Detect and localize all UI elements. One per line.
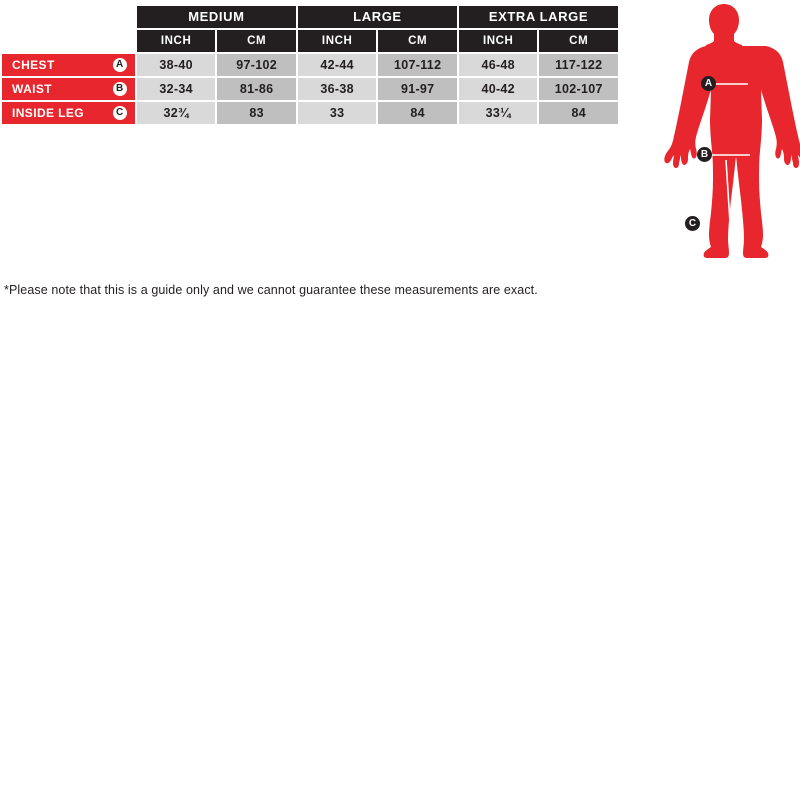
size-chart	[0, 4, 620, 126]
size-header-extra-large: EXTRA LARGE	[459, 6, 618, 28]
cell-chest-xl-inch: 46-48	[459, 54, 538, 76]
letter-badge-c: C	[113, 106, 127, 120]
cell-waist-xl-inch: 40-42	[459, 78, 538, 100]
cell-inside-leg-large-inch: 33	[298, 102, 377, 124]
footnote-text: *Please note that this is a guide only and we cannot guarantee these measurements are exact.	[4, 283, 538, 297]
letter-badge-b: B	[113, 82, 127, 96]
marker-b: B	[697, 147, 712, 162]
cell-waist-xl-cm: 102-107	[539, 78, 618, 100]
cell-waist-large-cm: 91-97	[378, 78, 457, 100]
cell-inside-leg-xl-cm: 84	[539, 102, 618, 124]
marker-a: A	[701, 76, 716, 91]
marker-c: C	[685, 216, 700, 231]
row-label-chest	[2, 54, 135, 76]
cell-chest-medium-cm: 97-102	[217, 54, 296, 76]
cell-waist-medium-cm: 81-86	[217, 78, 296, 100]
row-label-waist	[2, 78, 135, 100]
table-row	[2, 54, 618, 76]
unit-header-medium-inch: INCH	[137, 30, 216, 52]
table-row	[2, 78, 618, 100]
size-table	[0, 4, 620, 126]
unit-header-xl-cm: CM	[539, 30, 618, 52]
cell-inside-leg-xl-inch: 33¼	[459, 102, 538, 124]
size-header-medium: MEDIUM	[137, 6, 296, 28]
cell-chest-xl-cm: 117-122	[539, 54, 618, 76]
body-figure	[648, 0, 800, 310]
row-label-waist-text: WAIST	[12, 82, 52, 96]
unit-header-large-inch: INCH	[298, 30, 377, 52]
cell-inside-leg-medium-cm: 83	[217, 102, 296, 124]
header-spacer-units	[2, 30, 135, 52]
unit-header-large-cm: CM	[378, 30, 457, 52]
letter-badge-a: A	[113, 58, 127, 72]
unit-header-xl-inch: INCH	[459, 30, 538, 52]
row-label-chest-text: CHEST	[12, 58, 55, 72]
cell-chest-medium-inch: 38-40	[137, 54, 216, 76]
cell-waist-medium-inch: 32-34	[137, 78, 216, 100]
row-label-inside-leg	[2, 102, 135, 124]
table-header-row-units	[2, 30, 618, 52]
cell-inside-leg-medium-inch: 32¾	[137, 102, 216, 124]
inside-leg-guide-line-left	[700, 160, 708, 285]
size-header-large: LARGE	[298, 6, 457, 28]
cell-inside-leg-large-cm: 84	[378, 102, 457, 124]
body-silhouette-icon	[648, 0, 800, 310]
header-spacer	[2, 6, 135, 28]
table-row	[2, 102, 618, 124]
cell-chest-large-cm: 107-112	[378, 54, 457, 76]
unit-header-medium-cm: CM	[217, 30, 296, 52]
table-header-row-sizes	[2, 6, 618, 28]
cell-chest-large-inch: 42-44	[298, 54, 377, 76]
row-label-inside-leg-text: INSIDE LEG	[12, 106, 85, 120]
cell-waist-large-inch: 36-38	[298, 78, 377, 100]
